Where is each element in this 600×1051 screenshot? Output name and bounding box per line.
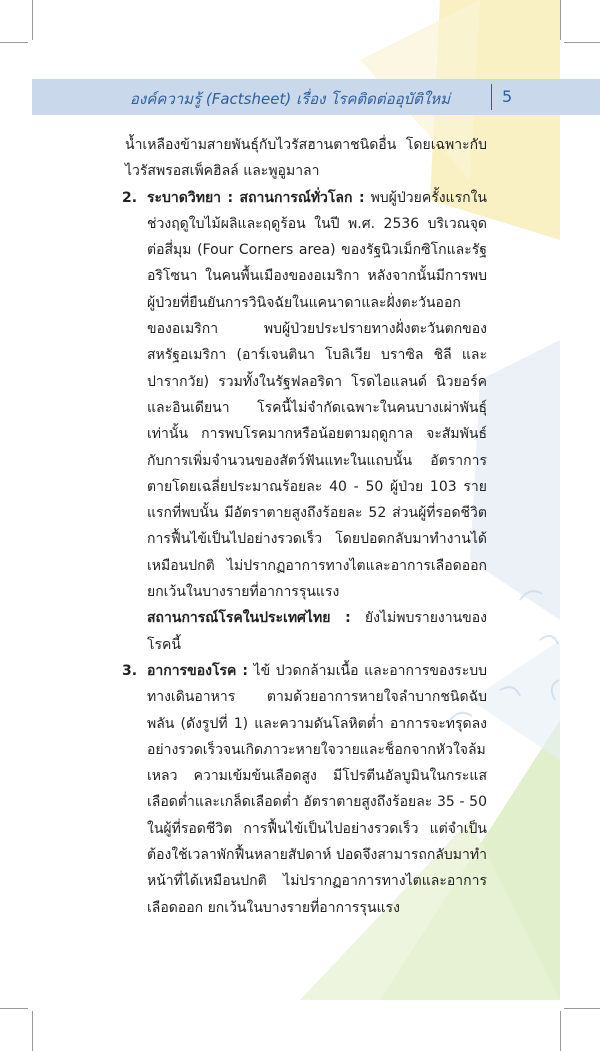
- crop-mark: [564, 1008, 600, 1009]
- section-number: 2.: [122, 189, 138, 206]
- continuation-paragraph: น้ำเหลืองข้ามสายพันธุ์กับไวรัสฮานตาชนิดอื่น โดยเฉพาะกับไวรัสพรอสเพ็คฮิลล์ และพูอูมาลา: [125, 137, 487, 180]
- crop-mark: [32, 1011, 33, 1051]
- section-text: ไข้ ปวดกล้ามเนื้อ และอาการของระบบทางเดินอาหาร ตามด้วยอาการหายใจลำบากชนิดฉับพลัน (ดังรูปที่ 1) และความดันโลหิตต่ำ อาการจะทรุดลงอย่างรวดเร็วจนเกิดภาวะหายใจวายและช็อกจากหัวใจล้มเหลว ความเข้มข้นเลือดสูง มีโปรตีนอัลบูมินในกระแสเลือดต่ำและเกล็ดเลือดต่ำ อัตราตายสูงถึงร้อยละ 35 - 50 ในผู้ที่รอดชีวิต การฟื้นไข้เป็นไปอย่างรวดเร็ว แต่จำเป็นต้องใช้เวลาพักฟื้นหลายสัปดาห์ ปอดจึงสามารถกลับมาทำหน้าที่ได้เหมือนปกติ ไม่ปรากฏอาการทางไตและอาการเลือดออก ยกเว้นในบางรายที่อาการรุนแรง: [147, 662, 487, 916]
- crop-mark: [0, 1008, 28, 1009]
- section-number: 3.: [122, 662, 138, 679]
- section-heading: ระบาดวิทยา : สถานการณ์ทั่วโลก :: [147, 189, 365, 206]
- crop-mark: [0, 42, 28, 43]
- page-number: 5: [502, 87, 513, 106]
- section-heading: อาการของโรค :: [147, 662, 248, 679]
- section-epidemiology: [122, 185, 487, 658]
- section-symptoms: [122, 658, 487, 921]
- sub-heading: สถานการณ์โรคในประเทศไทย :: [147, 610, 351, 627]
- page-header: [32, 79, 600, 115]
- crop-mark: [564, 42, 600, 43]
- section-body: [147, 658, 487, 921]
- sub-text: ยังไม่พบรายงานของโรคนี้: [147, 610, 487, 653]
- header-separator: [491, 84, 492, 110]
- crop-mark: [32, 0, 33, 40]
- symptoms-paragraph: [147, 658, 487, 921]
- epidemiology-paragraph: [147, 185, 487, 606]
- section-body: [147, 185, 487, 658]
- thailand-situation-paragraph: [147, 605, 487, 658]
- document-body: [122, 132, 487, 921]
- header-title: องค์ความรู้ (Factsheet) เรื่อง โรคติดต่ออุบัติใหม่: [129, 90, 450, 108]
- crop-mark: [560, 0, 561, 40]
- section-text: พบผู้ป่วยครั้งแรกในช่วงฤดูใบไม้ผลิและฤดูร้อน ในปี พ.ศ. 2536 บริเวณจุดต่อสี่มุม (Four Corners area) ของรัฐนิวเม็กซิโกและรัฐอริโซนา ในคนพื้นเมืองของอเมริกา หลังจากนั้นมีการพบผู้ป่วยที่ยืนยันการวินิจฉัยในแคนาดาและฝั่งตะวันออก ของอเมริกา พบผู้ป่วยประปรายทางฝั่งตะวันตกของสหรัฐอเมริกา (อาร์เจนตินา โบลิเวีย บราซิล ชิลี และปารากวัย) รวมทั้งในรัฐฟลอริดา โรดไอแลนด์ นิวยอร์ค และอินเดียนา โรคนี้ไม่จำกัดเฉพาะในคนบางเผ่าพันธุ์เท่านั้น การพบโรคมากหรือน้อยตามฤดูกาล จะสัมพันธ์กับการเพิ่มจำนวนของสัตว์ฟันแทะในแถบนั้น อัตราการตายโดยเฉลี่ยประมาณร้อยละ 40 - 50 ผู้ป่วย 103 รายแรกที่พบนั้น มีอัตราตายสูงถึงร้อยละ 52 ส่วนผู้ที่รอดชีวิตการฟื้นไข้เป็นไปอย่างรวดเร็ว โดยปอดกลับมาทำงานได้เหมือนปกติ ไม่ปรากฏอาการทางไตและอาการเลือดออกยกเว้นในบางรายที่อาการรุนแรง: [147, 189, 487, 601]
- crop-mark: [560, 1011, 561, 1051]
